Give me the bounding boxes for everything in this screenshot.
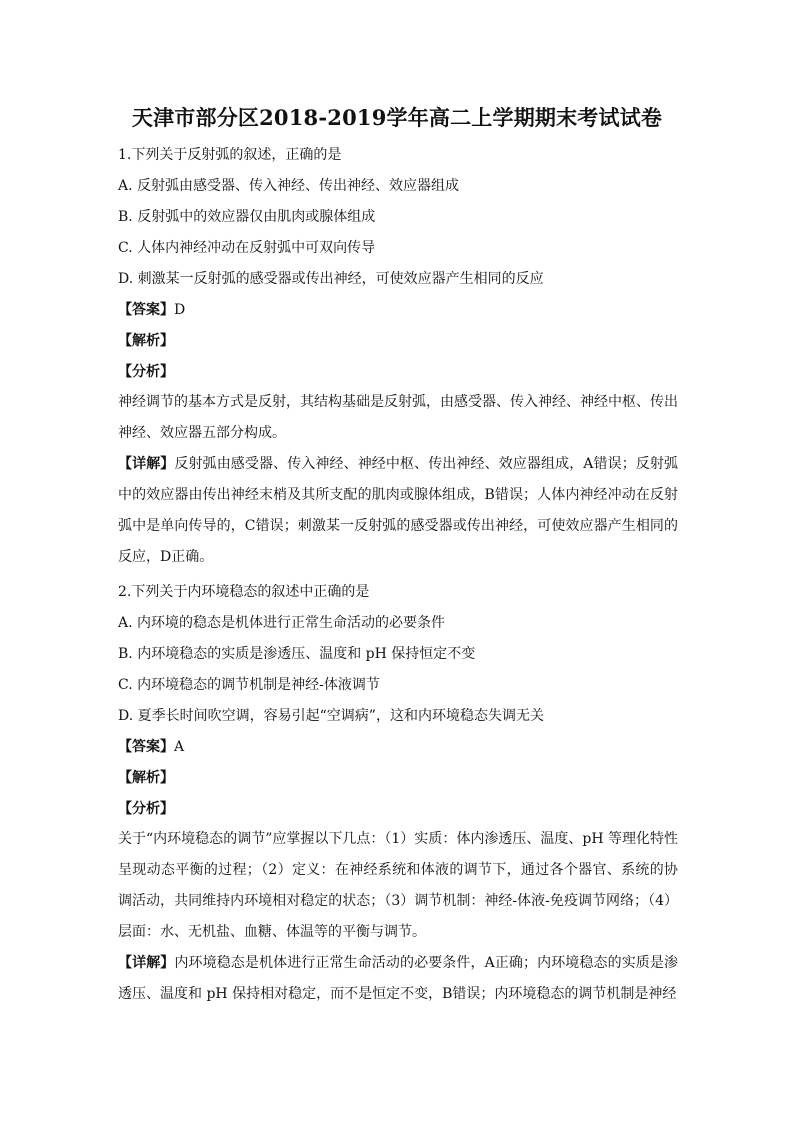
answer-value: D [174,302,186,318]
q1-detail [118,449,678,573]
question-2: 2.下列关于内环境稳态的叙述中正确的是 [118,584,370,600]
q2-option-b: B. 内环境稳态的实质是渗透压、温度和 pH 保持恒定不变 [118,646,476,662]
q2-answer [118,737,184,757]
q1-answer [118,300,185,320]
q1-analysis: 神经调节的基本方式是反射，其结构基础是反射弧，由感受器、传入神经、神经中枢、传出神经、效应器五部分构成。 [118,394,678,441]
detail-text: 内环境稳态是机体进行正常生命活动的必要条件，A正确；内环境稳态的实质是渗透压、温度和 pH 保持相对稳定，而不是恒定不变，B错误；内环境稳态的调节机制是神经 [118,955,679,1002]
q1-fenxi-label: 【分析】 [118,364,174,380]
q2-analysis: 关于“内环境稳态的调节”应掌握以下几点：（1）实质：体内渗透压、温度、pH 等理化特性呈现动态平衡的过程；（2）定义：在神经系统和体液的调节下，通过各个器官、系统的协调活动，共同维持内环境相对稳定的状态；（3）调节机制：神经-体液-免疫调节网络；（4）层面：水、无机盐、血糖、体温等的平衡与调节。 [118,831,678,940]
answer-value: A [174,739,185,755]
question-1: 1.下列关于反射弧的叙述，正确的是 [118,147,342,163]
detail-label: 【详解】 [118,955,175,971]
q2-option-c: C. 内环境稳态的调节机制是神经-体液调节 [118,677,380,693]
q2-option-a: A. 内环境的稳态是机体进行正常生命活动的必要条件 [118,615,446,631]
q1-option-a: A. 反射弧由感受器、传入神经、传出神经、效应器组成 [118,178,460,194]
q2-jiexi-label: 【解析】 [118,770,174,786]
q1-option-b: B. 反射弧中的效应器仅由肌肉或腺体组成 [118,209,376,225]
detail-label: 【详解】 [118,456,175,472]
page-title: 天津市部分区2018-2019学年高二上学期期末考试试卷 [131,105,663,130]
q1-option-c: C. 人体内神经冲动在反射弧中可双向传导 [118,240,376,256]
detail-text: 反射弧由感受器、传入神经、神经中枢、传出神经、效应器组成，A错误；反射弧中的效应器由传出神经末梢及其所支配的肌肉或腺体组成，B错误；人体内神经冲动在反射弧中是单向传导的，C错误；刺激某一反射弧的感受器或传出神经，可使效应器产生相同的反应，D正确。 [118,456,679,565]
q2-fenxi-label: 【分析】 [118,801,174,817]
answer-label: 【答案】 [118,739,174,755]
q1-option-d: D. 刺激某一反射弧的感受器或传出神经，可使效应器产生相同的反应 [118,271,544,287]
q2-detail [118,948,678,1010]
q1-jiexi-label: 【解析】 [118,333,174,349]
answer-label: 【答案】 [118,302,174,318]
q2-option-d: D. 夏季长时间吹空调，容易引起“空调病”，这和内环境稳态失调无关 [118,708,544,724]
